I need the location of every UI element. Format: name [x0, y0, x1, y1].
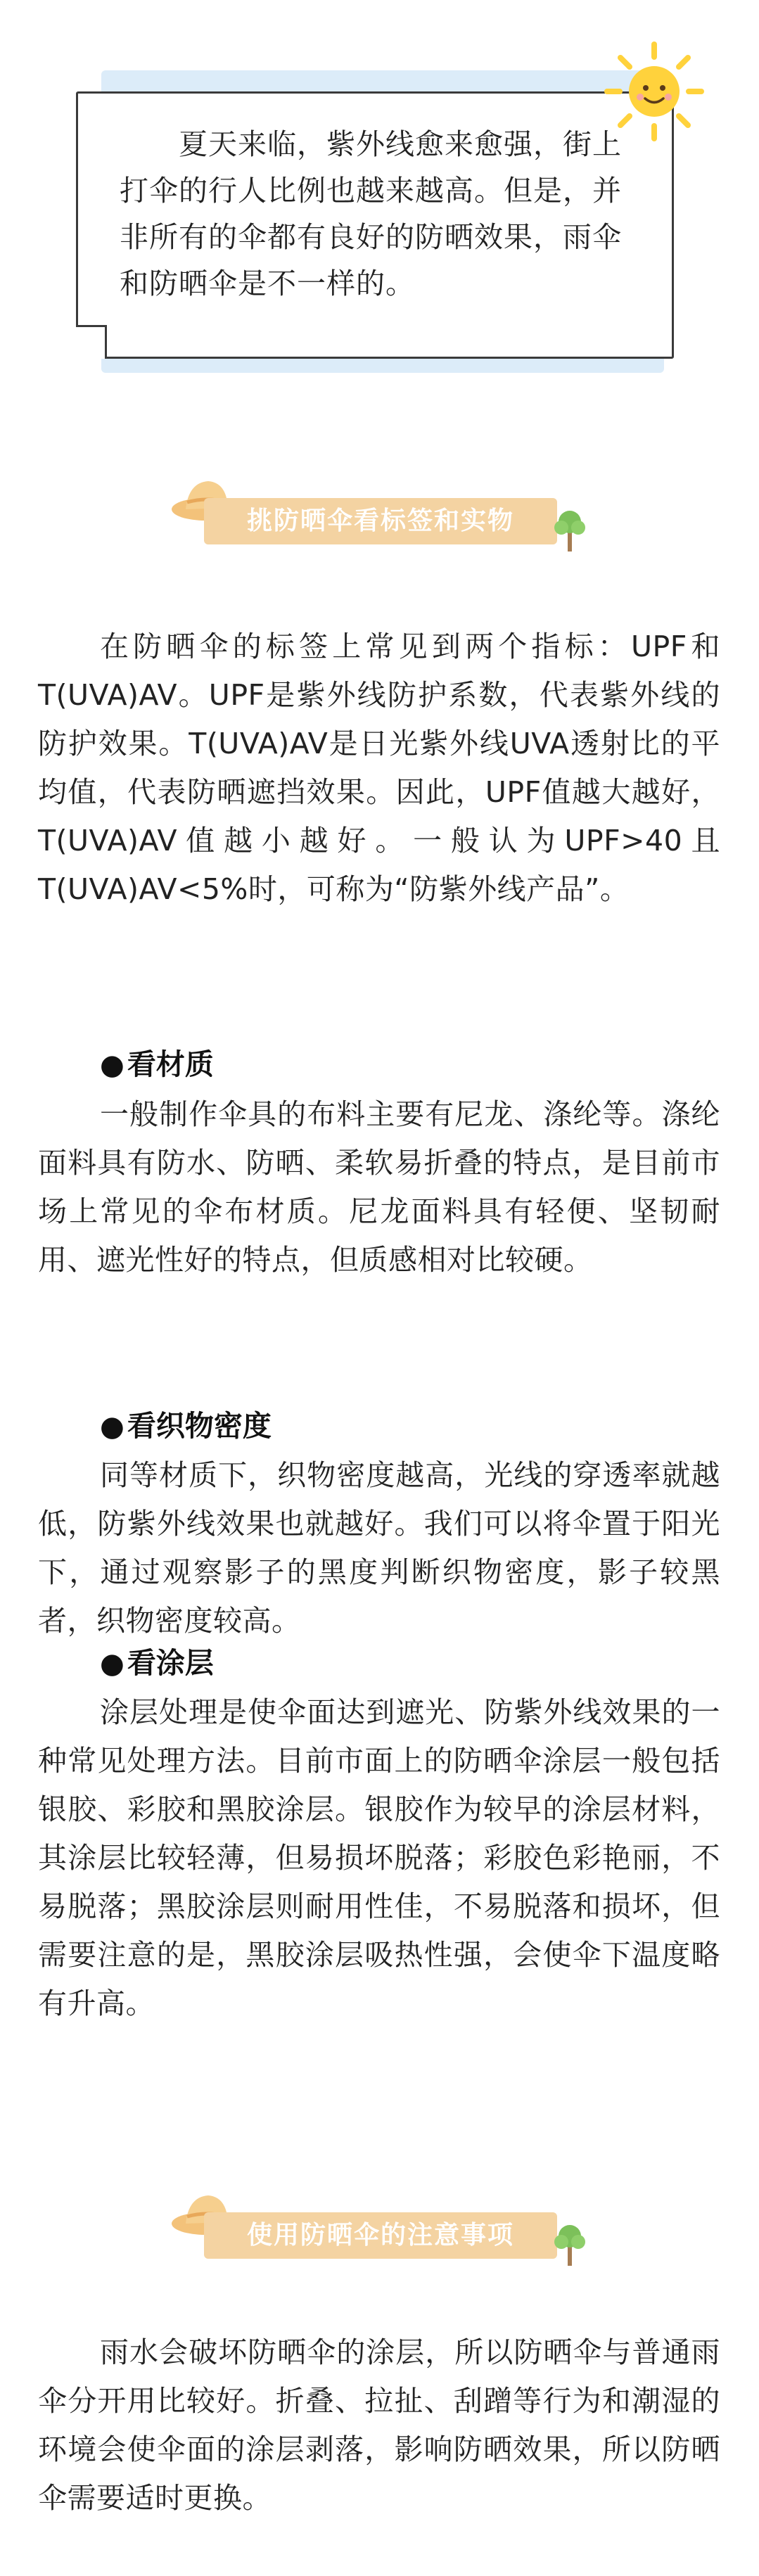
usage-paragraph: 雨水会破坏防晒伞的涂层，所以防晒伞与普通雨伞分开用比较好。折叠、拉扯、刮蹭等行为和潮湿的环境会使伞面的涂层剥落，影响防晒效果，所以防晒伞需要适时更换。 — [38, 2335, 720, 2515]
heading-material — [100, 1043, 214, 1086]
heading-text: 看涂层 — [127, 1646, 214, 1680]
heading-fabric-density — [100, 1405, 272, 1448]
heading-text: 看织物密度 — [127, 1409, 272, 1443]
material-paragraph: 一般制作伞具的布料主要有尼龙、涤纶等。涤纶面料具有防水、防晒、柔软易折叠的特点，是目前市场上常见的伞布材质。尼龙面料具有轻便、坚韧耐用、遮光性好的特点，但质感相对比较硬。 — [38, 1097, 720, 1277]
sapling-icon — [549, 506, 591, 553]
labels-paragraph: 在防晒伞的标签上常见到两个指标：UPF和T(UVA)AV。UPF是紫外线防护系数，代表紫外线的防护效果。T(UVA)AV是日光紫外线UVA透射比的平均值，代表防晒遮挡效果。因此，UPF值越大越好，T(UVA)AV值越小越好。一般认为UPF>40且T(UVA)AV<5%时，可称为“防紫外线产品”。 — [38, 630, 720, 906]
bullet-dot: ● — [100, 1049, 125, 1081]
section-title: 使用防晒伞的注意事项 — [246, 2221, 514, 2250]
bullet-dot: ● — [100, 1410, 125, 1443]
intro-card-folded-corner — [76, 325, 107, 359]
sapling-icon — [549, 2221, 591, 2267]
bullet-dot: ● — [100, 1647, 125, 1680]
intro-card — [70, 70, 682, 380]
section-banner-usage — [169, 2184, 591, 2269]
smiling-sun-icon — [601, 39, 707, 144]
intro-text: 夏天来临，紫外线愈来愈强，街上打伞的行人比例也越来越高。但是，并非所有的伞都有良好的防晒效果，雨伞和防晒伞是不一样的。 — [120, 127, 622, 300]
section-title: 挑防晒伞看标签和实物 — [246, 506, 514, 535]
coating-paragraph: 涂层处理是使伞面达到遮光、防紫外线效果的一种常见处理方法。目前市面上的防晒伞涂层一般包括银胶、彩胶和黑胶涂层。银胶作为较早的涂层材料，其涂层比较轻薄，但易损坏脱落；彩胶色彩艳丽，不易脱落；黑胶涂层则耐用性佳，不易脱落和损坏，但需要注意的是，黑胶涂层吸热性强，会使伞下温度略有升高。 — [38, 1695, 720, 2020]
heading-text: 看材质 — [127, 1047, 214, 1081]
heading-coating — [100, 1642, 214, 1685]
section-banner-labels — [169, 470, 591, 554]
fabric-density-paragraph: 同等材质下，织物密度越高，光线的穿透率就越低，防紫外线效果也就越好。我们可以将伞置于阳光下，通过观察影子的黑度判断织物密度，影子较黑者，织物密度较高。 — [38, 1458, 720, 1638]
